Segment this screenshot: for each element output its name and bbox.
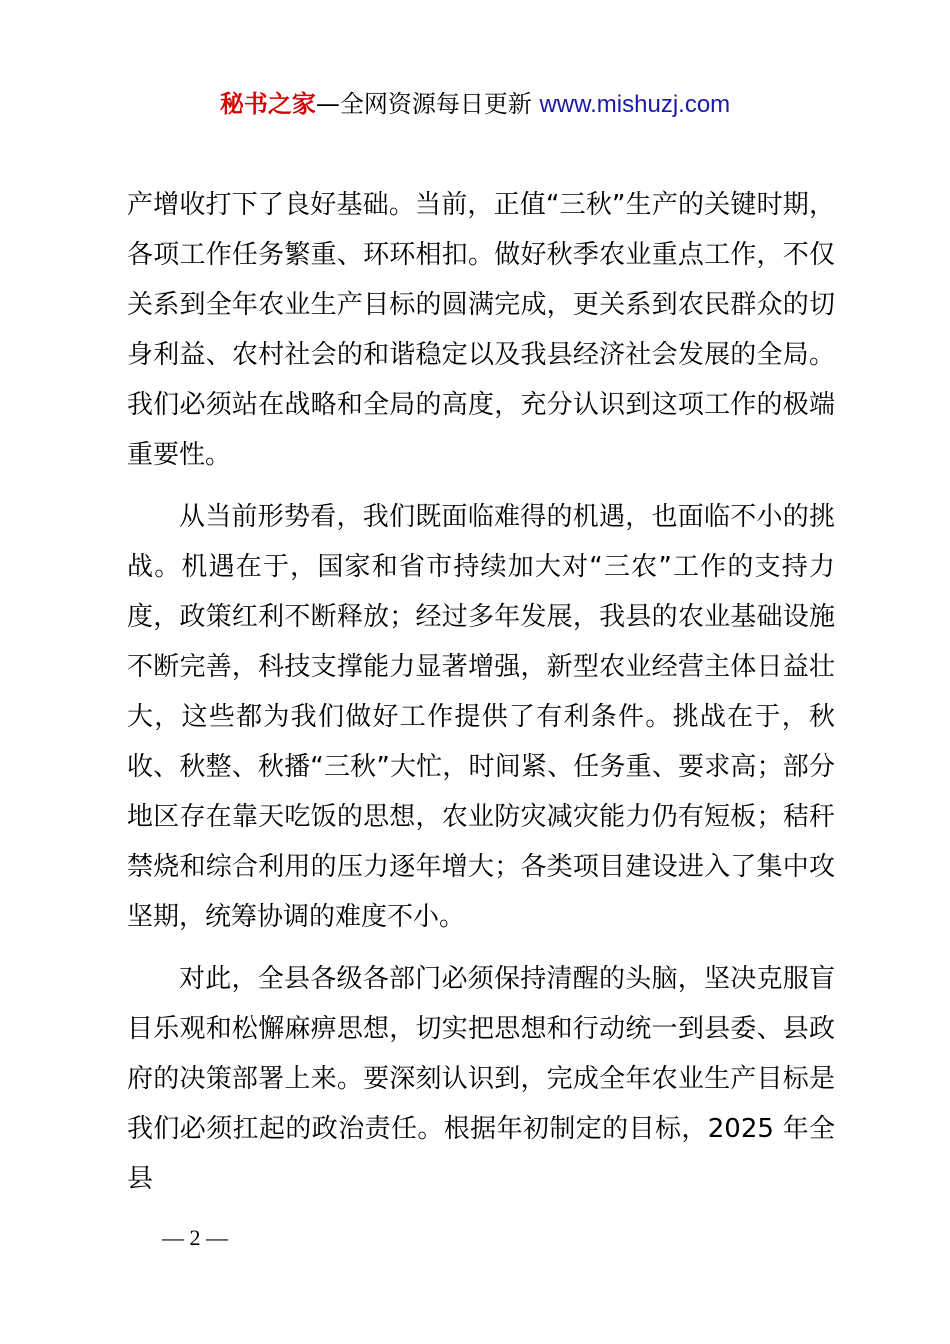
- brand-name: 秘书之家: [219, 90, 316, 118]
- header-tagline: —全网资源每日更新: [315, 90, 540, 118]
- site-url-link[interactable]: www.mishuzj.com: [539, 91, 731, 118]
- document-body: [127, 180, 835, 1216]
- paragraph-1: 产增收打下了良好基础。当前，正值“三秋”生产的关键时期，各项工作任务繁重、环环相扣。做好秋季农业重点工作，不仅关系到全年农业生产目标的圆满完成，更关系到农民群众的切身利益、农村社会的和谐稳定以及我县经济社会发展的全局。我们必须站在战略和全局的高度，充分认识到这项工作的极端重要性。: [127, 190, 835, 470]
- paragraph-3: 对此，全县各级各部门必须保持清醒的头脑，坚决克服盲目乐观和松懈麻痹思想，切实把思想和行动统一到县委、县政府的决策部署上来。要深刻认识到，完成全年农业生产目标是我们必须扛起的政治责任。根据年初制定的目标，2025 年全县: [127, 964, 835, 1194]
- page-number: — 2 —: [162, 1225, 228, 1250]
- site-header: [0, 86, 950, 123]
- paragraph-2: 从当前形势看，我们既面临难得的机遇，也面临不小的挑战。机遇在于，国家和省市持续加大对“三农”工作的支持力度，政策红利不断释放；经过多年发展，我县的农业基础设施不断完善，科技支撑能力显著增强，新型农业经营主体日益壮大，这些都为我们做好工作提供了有利条件。挑战在于，秋收、秋整、秋播“三秋”大忙，时间紧、任务重、要求高；部分地区存在靠天吃饭的思想，农业防灾减灾能力仍有短板；秸秆禁烧和综合利用的压力逐年增大；各类项目建设进入了集中攻坚期，统筹协调的难度不小。: [127, 502, 835, 932]
